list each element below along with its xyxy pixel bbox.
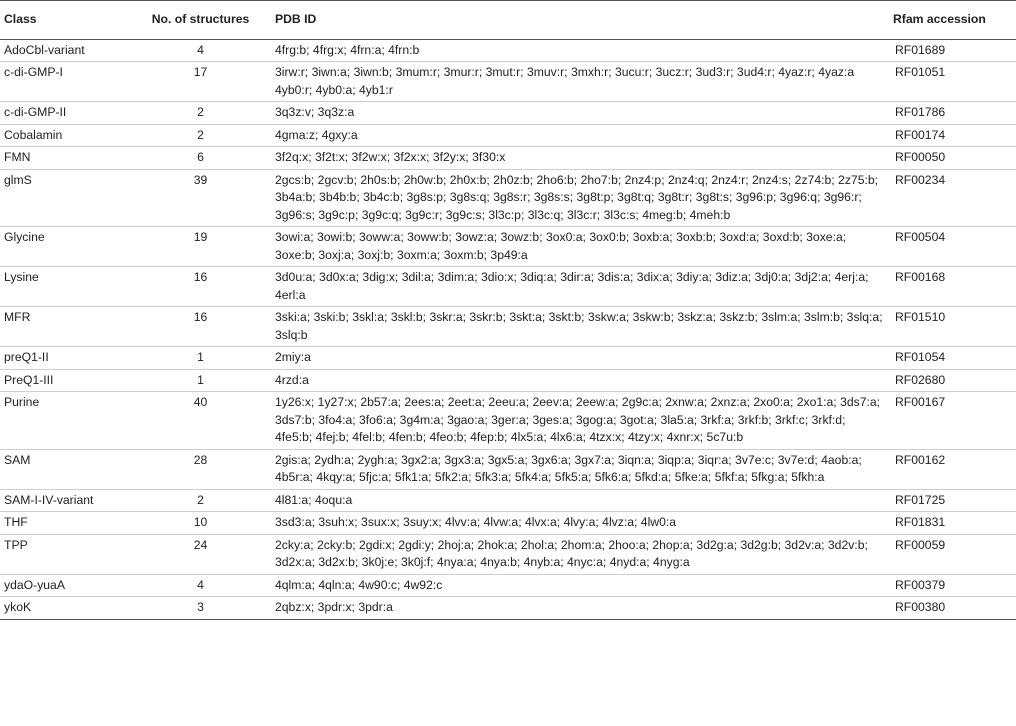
table-row <box>0 534 1016 574</box>
count-cell: 19 <box>126 227 275 267</box>
table-row <box>0 347 1016 370</box>
class-cell: ykoK <box>0 597 126 620</box>
table-row <box>0 597 1016 620</box>
rfam-accession-cell: RF00380 <box>893 597 1016 620</box>
pdb-id-cell: 3ski:a; 3ski:b; 3skl:a; 3skl:b; 3skr:a; 3skr:b; 3skt:a; 3skt:b; 3skw:a; 3skw:b; 3skz:a; 3skz:b; 3slm:a; 3slm:b; 3slq:a; 3slq:b <box>275 307 893 347</box>
table-row <box>0 307 1016 347</box>
rfam-accession-cell: RF00167 <box>893 392 1016 450</box>
table-row <box>0 102 1016 125</box>
table-row <box>0 489 1016 512</box>
pdb-id-cell: 3sd3:a; 3suh:x; 3sux:x; 3suy:x; 4lvv:a; 4lvw:a; 4lvx:a; 4lvy:a; 4lvz:a; 4lw0:a <box>275 512 893 535</box>
table-row <box>0 62 1016 102</box>
class-cell: AdoCbl-variant <box>0 39 126 62</box>
header-row <box>0 1 1016 40</box>
rfam-accession-cell: RF01725 <box>893 489 1016 512</box>
pdb-id-cell: 3irw:r; 3iwn:a; 3iwn:b; 3mum:r; 3mur:r; 3mut:r; 3muv:r; 3mxh:r; 3ucu:r; 3ucz:r; 3ud3:r; 3ud4:r; 4yaz:r; 4yaz:a 4yb0:r; 4yb0:a; 4yb1:r <box>275 62 893 102</box>
rfam-accession-cell: RF00379 <box>893 574 1016 597</box>
table-body <box>0 39 1016 619</box>
table-row <box>0 227 1016 267</box>
pdb-id-cell: 2gcs:b; 2gcv:b; 2h0s:b; 2h0w:b; 2h0x:b; 2h0z:b; 2ho6:b; 2ho7:b; 2nz4:p; 2nz4:q; 2nz4:r; 2nz4:s; 2z74:b; 2z75:b; 3b4a:b; 3b4b:b; 3b4c:b; 3g8s:p; 3g8s:q; 3g8s:r; 3g8s:s; 3g8t:p; 3g8t:q; 3g8t:r; 3g8t:s; 3g96:p; 3g96:q; 3g96:r; 3g96:s; 3g9c:p; 3g9c:q; 3g9c:r; 3g9c:s; 3l3c:p; 3l3c:q; 3l3c:r; 3l3c:s; 4meg:b; 4meh:b <box>275 169 893 227</box>
table-row <box>0 392 1016 450</box>
rfam-accession-cell: RF00504 <box>893 227 1016 267</box>
class-cell: THF <box>0 512 126 535</box>
class-cell: MFR <box>0 307 126 347</box>
header-rfam-accession: Rfam accession <box>893 1 1016 40</box>
class-cell: Glycine <box>0 227 126 267</box>
rfam-accession-cell: RF01054 <box>893 347 1016 370</box>
pdb-id-cell: 3q3z:v; 3q3z:a <box>275 102 893 125</box>
pdb-id-cell: 1y26:x; 1y27:x; 2b57:a; 2ees:a; 2eet:a; 2eeu:a; 2eev:a; 2eew:a; 2g9c:a; 2xnw:a; 2xnz:a; 2xo0:a; 2xo1:a; 3ds7:a; 3ds7:b; 3fo4:a; 3fo6:a; 3g4m:a; 3gao:a; 3ger:a; 3ges:a; 3gog:a; 3got:a; 3la5:a; 3rkf:a; 3rkf:b; 3rkf:c; 3rkf:d; 4fe5:b; 4fej:b; 4fel:b; 4fen:b; 4feo:b; 4fep:b; 4lx5:a; 4lx6:a; 4tzx:x; 4tzy:x; 4xnr:x; 5c7u:b <box>275 392 893 450</box>
rfam-accession-cell: RF01831 <box>893 512 1016 535</box>
pdb-id-cell: 3f2q:x; 3f2t:x; 3f2w:x; 3f2x:x; 3f2y:x; 3f30:x <box>275 147 893 170</box>
count-cell: 1 <box>126 369 275 392</box>
header-count: No. of structures <box>126 1 275 40</box>
class-cell: Lysine <box>0 267 126 307</box>
pdb-id-cell: 2miy:a <box>275 347 893 370</box>
pdb-id-cell: 3d0u:a; 3d0x:a; 3dig:x; 3dil:a; 3dim:a; 3dio:x; 3diq:a; 3dir:a; 3dis:a; 3dix:a; 3diy:a; 3diz:a; 3dj0:a; 3dj2:a; 4erj:a; 4erl:a <box>275 267 893 307</box>
count-cell: 2 <box>126 124 275 147</box>
class-cell: SAM-I-IV-variant <box>0 489 126 512</box>
rfam-accession-cell: RF00168 <box>893 267 1016 307</box>
rfam-accession-cell: RF01689 <box>893 39 1016 62</box>
count-cell: 4 <box>126 39 275 62</box>
rfam-accession-cell: RF00162 <box>893 449 1016 489</box>
count-cell: 10 <box>126 512 275 535</box>
class-cell: PreQ1-III <box>0 369 126 392</box>
rfam-accession-cell: RF00234 <box>893 169 1016 227</box>
table-row <box>0 147 1016 170</box>
count-cell: 2 <box>126 489 275 512</box>
count-cell: 28 <box>126 449 275 489</box>
count-cell: 16 <box>126 307 275 347</box>
table-row <box>0 169 1016 227</box>
pdb-id-cell: 4rzd:a <box>275 369 893 392</box>
pdb-id-cell: 4l81:a; 4oqu:a <box>275 489 893 512</box>
table-row <box>0 449 1016 489</box>
count-cell: 24 <box>126 534 275 574</box>
rfam-accession-cell: RF00174 <box>893 124 1016 147</box>
class-cell: Cobalamin <box>0 124 126 147</box>
pdb-id-cell: 2gis:a; 2ydh:a; 2ygh:a; 3gx2:a; 3gx3:a; 3gx5:a; 3gx6:a; 3gx7:a; 3iqn:a; 3iqp:a; 3iqr:a; 3v7e:c; 3v7e:d; 4aob:a; 4b5r:a; 4kqy:a; 5fjc:a; 5fk1:a; 5fk2:a; 5fk3:a; 5fk4:a; 5fk5:a; 5fk6:a; 5fkd:a; 5fke:a; 5fkf:a; 5fkg:a; 5fkh:a <box>275 449 893 489</box>
count-cell: 4 <box>126 574 275 597</box>
count-cell: 40 <box>126 392 275 450</box>
class-cell: ydaO-yuaA <box>0 574 126 597</box>
count-cell: 17 <box>126 62 275 102</box>
header-pdb-id: PDB ID <box>275 1 893 40</box>
rfam-accession-cell: RF01510 <box>893 307 1016 347</box>
rfam-accession-cell: RF00059 <box>893 534 1016 574</box>
header-class: Class <box>0 1 126 40</box>
count-cell: 2 <box>126 102 275 125</box>
pdb-id-cell: 4gma:z; 4gxy:a <box>275 124 893 147</box>
count-cell: 16 <box>126 267 275 307</box>
class-cell: c-di-GMP-I <box>0 62 126 102</box>
pdb-id-cell: 4frg:b; 4frg:x; 4frn:a; 4frn:b <box>275 39 893 62</box>
class-cell: FMN <box>0 147 126 170</box>
count-cell: 3 <box>126 597 275 620</box>
class-cell: SAM <box>0 449 126 489</box>
table-row <box>0 124 1016 147</box>
class-cell: c-di-GMP-II <box>0 102 126 125</box>
class-cell: preQ1-II <box>0 347 126 370</box>
count-cell: 6 <box>126 147 275 170</box>
table-row <box>0 512 1016 535</box>
pdb-id-cell: 4qlm:a; 4qln:a; 4w90:c; 4w92:c <box>275 574 893 597</box>
pdb-id-cell: 2cky:a; 2cky:b; 2gdi:x; 2gdi:y; 2hoj:a; 2hok:a; 2hol:a; 2hom:a; 2hoo:a; 2hop:a; 3d2g:a; 3d2g:b; 3d2v:a; 3d2v:b; 3d2x:a; 3d2x:b; 3k0j:e; 3k0j:f; 4nya:a; 4nya:b; 4nyb:a; 4nyc:a; 4nyd:a; 4nyg:a <box>275 534 893 574</box>
rfam-accession-cell: RF02680 <box>893 369 1016 392</box>
table-row <box>0 267 1016 307</box>
pdb-id-cell: 3owi:a; 3owi:b; 3oww:a; 3oww:b; 3owz:a; 3owz:b; 3ox0:a; 3ox0:b; 3oxb:a; 3oxb:b; 3oxd:a; 3oxd:b; 3oxe:a; 3oxe:b; 3oxj:a; 3oxj:b; 3oxm:a; 3oxm:b; 3p49:a <box>275 227 893 267</box>
pdb-id-cell: 2qbz:x; 3pdr:x; 3pdr:a <box>275 597 893 620</box>
rfam-accession-cell: RF00050 <box>893 147 1016 170</box>
class-cell: TPP <box>0 534 126 574</box>
count-cell: 39 <box>126 169 275 227</box>
table-row <box>0 369 1016 392</box>
rfam-accession-cell: RF01786 <box>893 102 1016 125</box>
table-row <box>0 574 1016 597</box>
table-row <box>0 39 1016 62</box>
rfam-accession-cell: RF01051 <box>893 62 1016 102</box>
count-cell: 1 <box>126 347 275 370</box>
class-cell: Purine <box>0 392 126 450</box>
class-cell: glmS <box>0 169 126 227</box>
